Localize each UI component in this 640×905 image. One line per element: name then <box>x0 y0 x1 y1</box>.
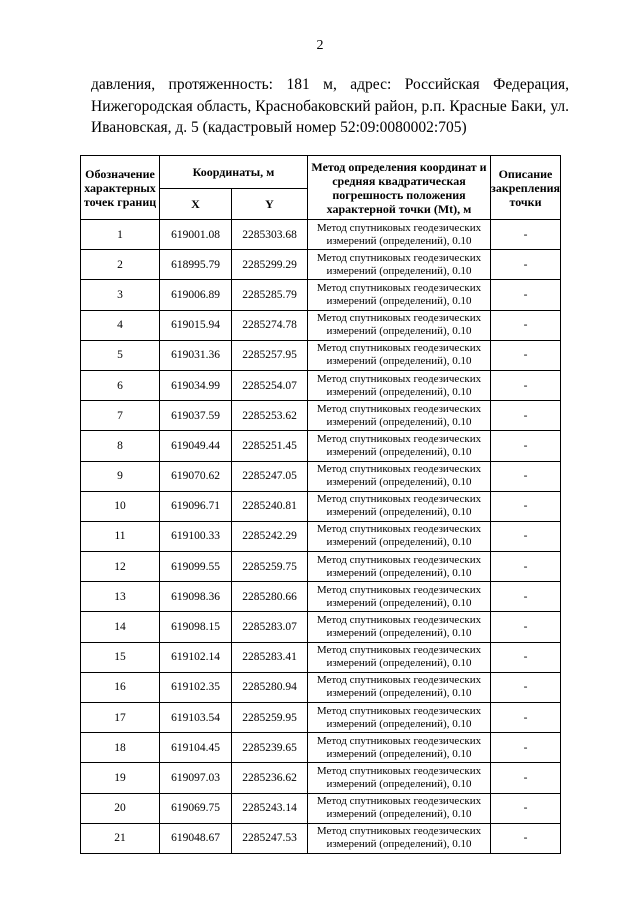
point-cell: 21 <box>81 823 160 853</box>
point-cell: 16 <box>81 672 160 702</box>
description-cell: - <box>491 310 561 340</box>
point-cell: 2 <box>81 250 160 280</box>
table-row <box>81 280 561 310</box>
description-cell: - <box>491 703 561 733</box>
x-cell: 619100.33 <box>160 521 232 551</box>
table-row <box>81 220 561 250</box>
y-cell: 2285242.29 <box>232 521 308 551</box>
table-row <box>81 642 561 672</box>
table-row <box>81 370 561 400</box>
description-cell: - <box>491 370 561 400</box>
method-cell: Метод спутниковых геодезических измерений (определений), 0.10 <box>308 250 491 280</box>
coordinates-table <box>80 155 561 854</box>
table-row <box>81 521 561 551</box>
method-cell: Метод спутниковых геодезических измерений (определений), 0.10 <box>308 582 491 612</box>
point-cell: 10 <box>81 491 160 521</box>
description-cell: - <box>491 582 561 612</box>
x-cell: 619034.99 <box>160 370 232 400</box>
y-cell: 2285247.53 <box>232 823 308 853</box>
method-cell: Метод спутниковых геодезических измерений (определений), 0.10 <box>308 703 491 733</box>
description-cell: - <box>491 431 561 461</box>
point-cell: 7 <box>81 401 160 431</box>
x-cell: 619103.54 <box>160 703 232 733</box>
y-cell: 2285240.81 <box>232 491 308 521</box>
description-cell: - <box>491 733 561 763</box>
x-cell: 619102.14 <box>160 642 232 672</box>
table-row <box>81 552 561 582</box>
point-cell: 11 <box>81 521 160 551</box>
y-cell: 2285280.94 <box>232 672 308 702</box>
table-row <box>81 250 561 280</box>
y-cell: 2285280.66 <box>232 582 308 612</box>
method-cell: Метод спутниковых геодезических измерений (определений), 0.10 <box>308 340 491 370</box>
table-row <box>81 793 561 823</box>
method-cell: Метод спутниковых геодезических измерений (определений), 0.10 <box>308 793 491 823</box>
method-cell: Метод спутниковых геодезических измерений (определений), 0.10 <box>308 220 491 250</box>
method-cell: Метод спутниковых геодезических измерений (определений), 0.10 <box>308 401 491 431</box>
paragraph-line: Нижегородская область, Краснобаковский район, р.п. Красные Баки, ул. <box>91 97 569 115</box>
point-cell: 13 <box>81 582 160 612</box>
method-cell: Метод спутниковых геодезических измерений (определений), 0.10 <box>308 370 491 400</box>
paragraph-line: Ивановская, д. 5 (кадастровый номер 52:09:0080002:705) <box>91 119 467 136</box>
method-cell: Метод спутниковых геодезических измерений (определений), 0.10 <box>308 461 491 491</box>
point-cell: 4 <box>81 310 160 340</box>
point-cell: 6 <box>81 370 160 400</box>
point-cell: 17 <box>81 703 160 733</box>
description-cell: - <box>491 823 561 853</box>
description-cell: - <box>491 763 561 793</box>
description-cell: - <box>491 280 561 310</box>
y-cell: 2285283.07 <box>232 612 308 642</box>
y-cell: 2285303.68 <box>232 220 308 250</box>
x-cell: 619098.36 <box>160 582 232 612</box>
table-row <box>81 491 561 521</box>
x-cell: 619015.94 <box>160 310 232 340</box>
table-row <box>81 401 561 431</box>
description-cell: - <box>491 642 561 672</box>
method-cell: Метод спутниковых геодезических измерений (определений), 0.10 <box>308 733 491 763</box>
method-cell: Метод спутниковых геодезических измерений (определений), 0.10 <box>308 280 491 310</box>
y-cell: 2285259.95 <box>232 703 308 733</box>
header-method: Метод определения координат и средняя квадратическая погрешность положения характерной точки (Mt), м <box>308 156 491 220</box>
x-cell: 619069.75 <box>160 793 232 823</box>
point-cell: 14 <box>81 612 160 642</box>
table-row <box>81 612 561 642</box>
method-cell: Метод спутниковых геодезических измерений (определений), 0.10 <box>308 763 491 793</box>
table-row <box>81 582 561 612</box>
x-cell: 619097.03 <box>160 763 232 793</box>
paragraph-line: давления, протяженность: 181 м, адрес: Российская Федерация, <box>91 76 569 93</box>
point-cell: 1 <box>81 220 160 250</box>
y-cell: 2285243.14 <box>232 793 308 823</box>
header-description: Описание закрепления точки <box>491 156 561 220</box>
point-cell: 18 <box>81 733 160 763</box>
x-cell: 619006.89 <box>160 280 232 310</box>
point-cell: 5 <box>81 340 160 370</box>
page-number: 2 <box>316 38 324 53</box>
x-cell: 619031.36 <box>160 340 232 370</box>
x-cell: 619048.67 <box>160 823 232 853</box>
y-cell: 2285299.29 <box>232 250 308 280</box>
description-cell: - <box>491 220 561 250</box>
y-cell: 2285259.75 <box>232 552 308 582</box>
x-cell: 619104.45 <box>160 733 232 763</box>
description-cell: - <box>491 461 561 491</box>
description-cell: - <box>491 552 561 582</box>
y-cell: 2285274.78 <box>232 310 308 340</box>
method-cell: Метод спутниковых геодезических измерений (определений), 0.10 <box>308 431 491 461</box>
x-cell: 619037.59 <box>160 401 232 431</box>
table-row <box>81 703 561 733</box>
x-cell: 619049.44 <box>160 431 232 461</box>
x-cell: 619096.71 <box>160 491 232 521</box>
x-cell: 618995.79 <box>160 250 232 280</box>
point-cell: 19 <box>81 763 160 793</box>
table-row <box>81 733 561 763</box>
description-cell: - <box>491 612 561 642</box>
description-cell: - <box>491 250 561 280</box>
x-cell: 619102.35 <box>160 672 232 702</box>
header-x: X <box>160 189 232 220</box>
table-row <box>81 461 561 491</box>
description-cell: - <box>491 672 561 702</box>
table-row <box>81 310 561 340</box>
x-cell: 619098.15 <box>160 612 232 642</box>
method-cell: Метод спутниковых геодезических измерений (определений), 0.10 <box>308 491 491 521</box>
description-cell: - <box>491 793 561 823</box>
point-cell: 20 <box>81 793 160 823</box>
y-cell: 2285253.62 <box>232 401 308 431</box>
y-cell: 2285283.41 <box>232 642 308 672</box>
table-row <box>81 823 561 853</box>
table-row <box>81 340 561 370</box>
y-cell: 2285285.79 <box>232 280 308 310</box>
header-point: Обозначение характерных точек границ <box>81 156 160 220</box>
method-cell: Метод спутниковых геодезических измерений (определений), 0.10 <box>308 521 491 551</box>
y-cell: 2285254.07 <box>232 370 308 400</box>
point-cell: 12 <box>81 552 160 582</box>
y-cell: 2285239.65 <box>232 733 308 763</box>
method-cell: Метод спутниковых геодезических измерений (определений), 0.10 <box>308 823 491 853</box>
header-y: Y <box>232 189 308 220</box>
x-cell: 619001.08 <box>160 220 232 250</box>
y-cell: 2285247.05 <box>232 461 308 491</box>
y-cell: 2285257.95 <box>232 340 308 370</box>
y-cell: 2285236.62 <box>232 763 308 793</box>
point-cell: 8 <box>81 431 160 461</box>
point-cell: 3 <box>81 280 160 310</box>
table-row <box>81 763 561 793</box>
point-cell: 15 <box>81 642 160 672</box>
method-cell: Метод спутниковых геодезических измерений (определений), 0.10 <box>308 612 491 642</box>
table-row <box>81 672 561 702</box>
y-cell: 2285251.45 <box>232 431 308 461</box>
table-body <box>81 220 561 854</box>
description-cell: - <box>491 491 561 521</box>
description-cell: - <box>491 340 561 370</box>
header-coordinates: Координаты, м <box>160 156 308 189</box>
method-cell: Метод спутниковых геодезических измерений (определений), 0.10 <box>308 310 491 340</box>
intro-paragraph <box>91 74 569 139</box>
point-cell: 9 <box>81 461 160 491</box>
x-cell: 619070.62 <box>160 461 232 491</box>
description-cell: - <box>491 521 561 551</box>
method-cell: Метод спутниковых геодезических измерений (определений), 0.10 <box>308 642 491 672</box>
description-cell: - <box>491 401 561 431</box>
method-cell: Метод спутниковых геодезических измерений (определений), 0.10 <box>308 552 491 582</box>
table-row <box>81 431 561 461</box>
method-cell: Метод спутниковых геодезических измерений (определений), 0.10 <box>308 672 491 702</box>
x-cell: 619099.55 <box>160 552 232 582</box>
